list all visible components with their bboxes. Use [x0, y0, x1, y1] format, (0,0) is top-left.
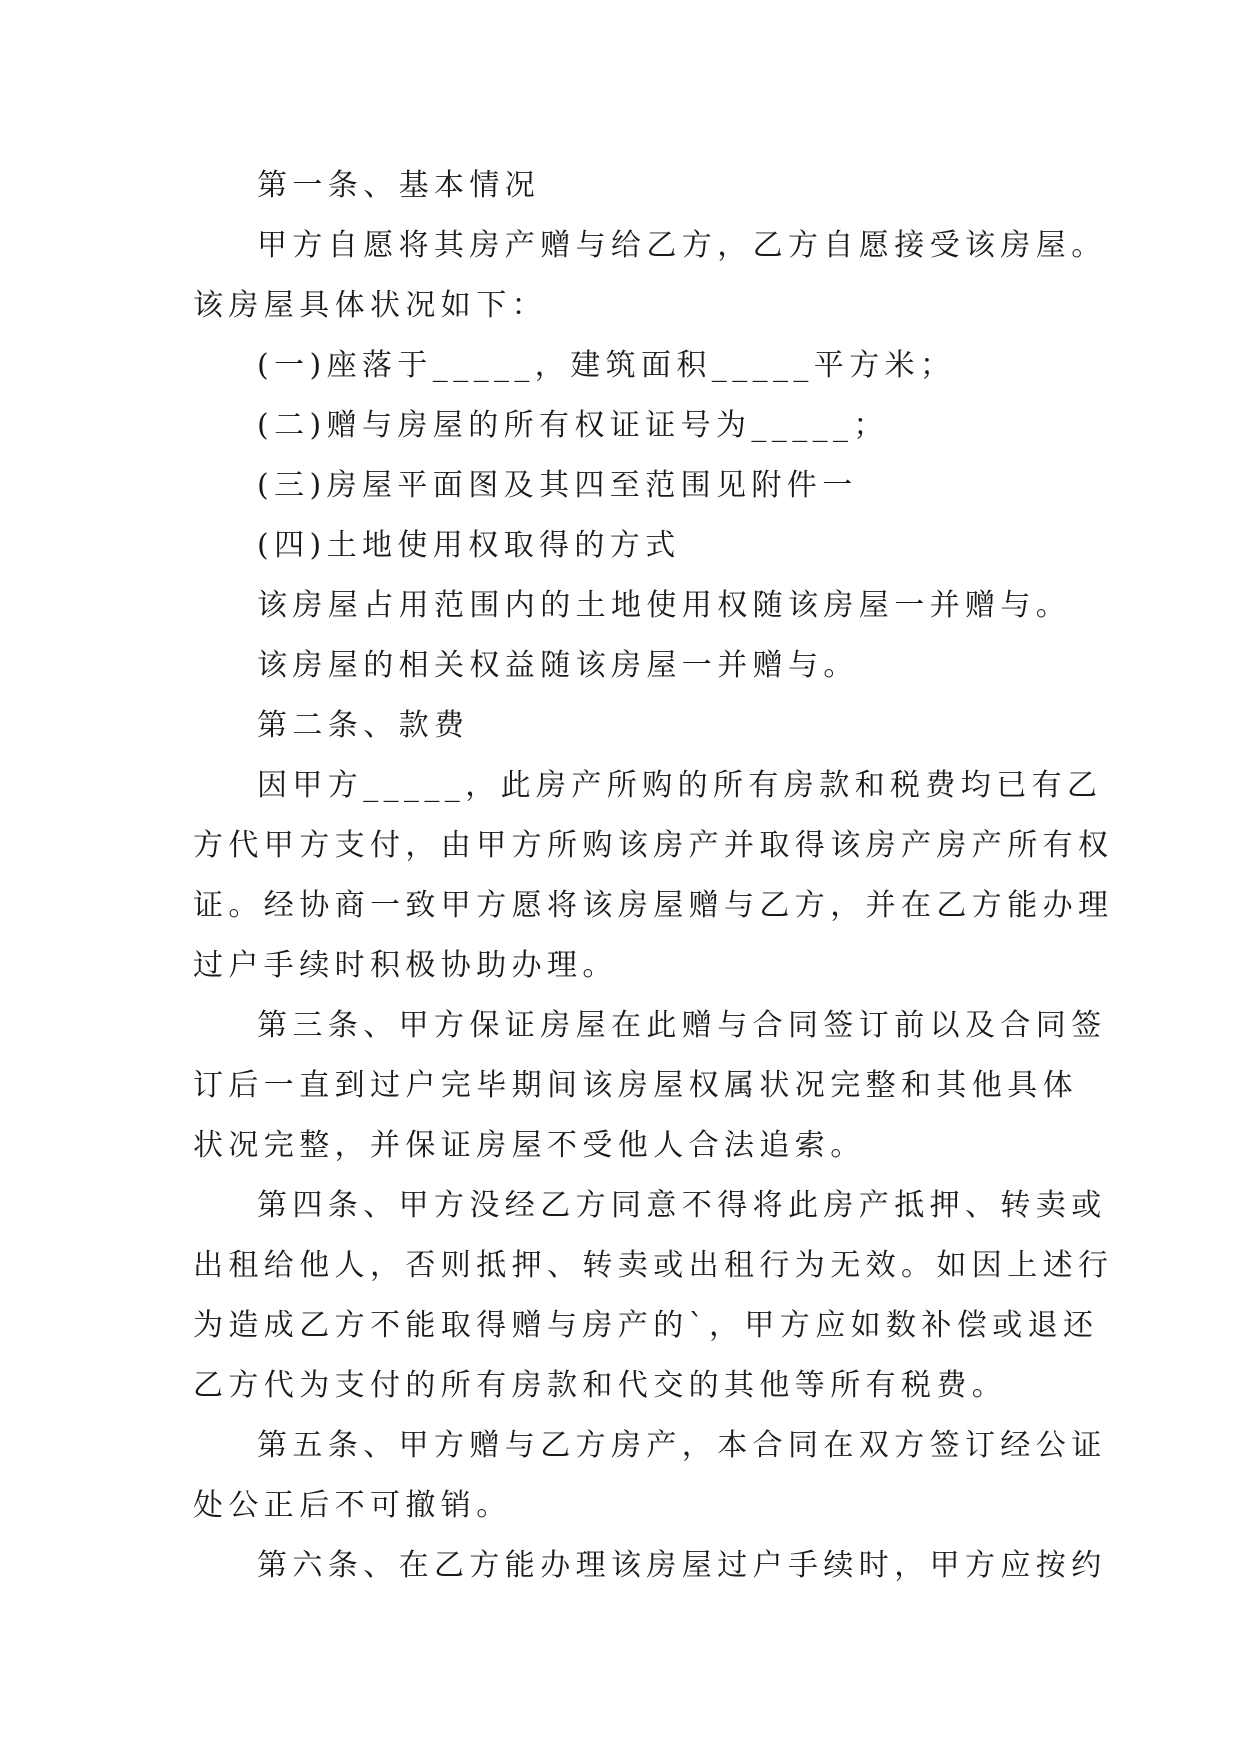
- paragraph-line: 第六条、在乙方能办理该房屋过户手续时，甲方应按约: [257, 1548, 1107, 1583]
- article-1-heading: 第一条、基本情况: [257, 168, 541, 203]
- paragraph-line: 处公正后不可撤销。: [193, 1488, 512, 1523]
- paragraph-line: 甲方自愿将其房产赠与给乙方，乙方自愿接受该房屋。: [257, 228, 1107, 263]
- paragraph-line: 第四条、甲方没经乙方同意不得将此房产抵押、转卖或: [257, 1188, 1107, 1223]
- list-item: (一)座落于_____，建筑面积_____平方米；: [257, 348, 956, 383]
- paragraph-line: 因甲方_____，此房产所购的所有房款和税费均已有乙: [257, 768, 1103, 803]
- list-item: (四)土地使用权取得的方式: [257, 528, 681, 563]
- paragraph-line: 为造成乙方不能取得赠与房产的`，甲方应如数补偿或退还: [193, 1308, 1099, 1343]
- list-item: (三)房屋平面图及其四至范围见附件一: [257, 468, 858, 503]
- paragraph-line: 方代甲方支付，由甲方所购该房产并取得该房产房产所有权: [193, 828, 1114, 863]
- paragraph-line: 状况完整，并保证房屋不受他人合法追索。: [193, 1128, 866, 1163]
- paragraph-line: 证。经协商一致甲方愿将该房屋赠与乙方，并在乙方能办理: [193, 888, 1114, 923]
- paragraph-line: 第三条、甲方保证房屋在此赠与合同签订前以及合同签: [257, 1008, 1107, 1043]
- paragraph-line: 该房屋占用范围内的土地使用权随该房屋一并赠与。: [257, 588, 1072, 623]
- paragraph-line: 出租给他人，否则抵押、转卖或出租行为无效。如因上述行: [193, 1248, 1114, 1283]
- paragraph-line: 订后一直到过户完毕期间该房屋权属状况完整和其他具体: [193, 1068, 1078, 1103]
- article-2-heading: 第二条、款费: [257, 708, 470, 743]
- paragraph-line: 乙方代为支付的所有房款和代交的其他等所有税费。: [193, 1368, 1008, 1403]
- paragraph-line: 该房屋的相关权益随该房屋一并赠与。: [257, 648, 859, 683]
- list-item: (二)赠与房屋的所有权证证号为_____；: [257, 408, 889, 443]
- paragraph-line: 过户手续时积极协助办理。: [193, 948, 618, 983]
- paragraph-line: 第五条、甲方赠与乙方房产，本合同在双方签订经公证: [257, 1428, 1107, 1463]
- paragraph-line: 该房屋具体状况如下：: [193, 288, 547, 323]
